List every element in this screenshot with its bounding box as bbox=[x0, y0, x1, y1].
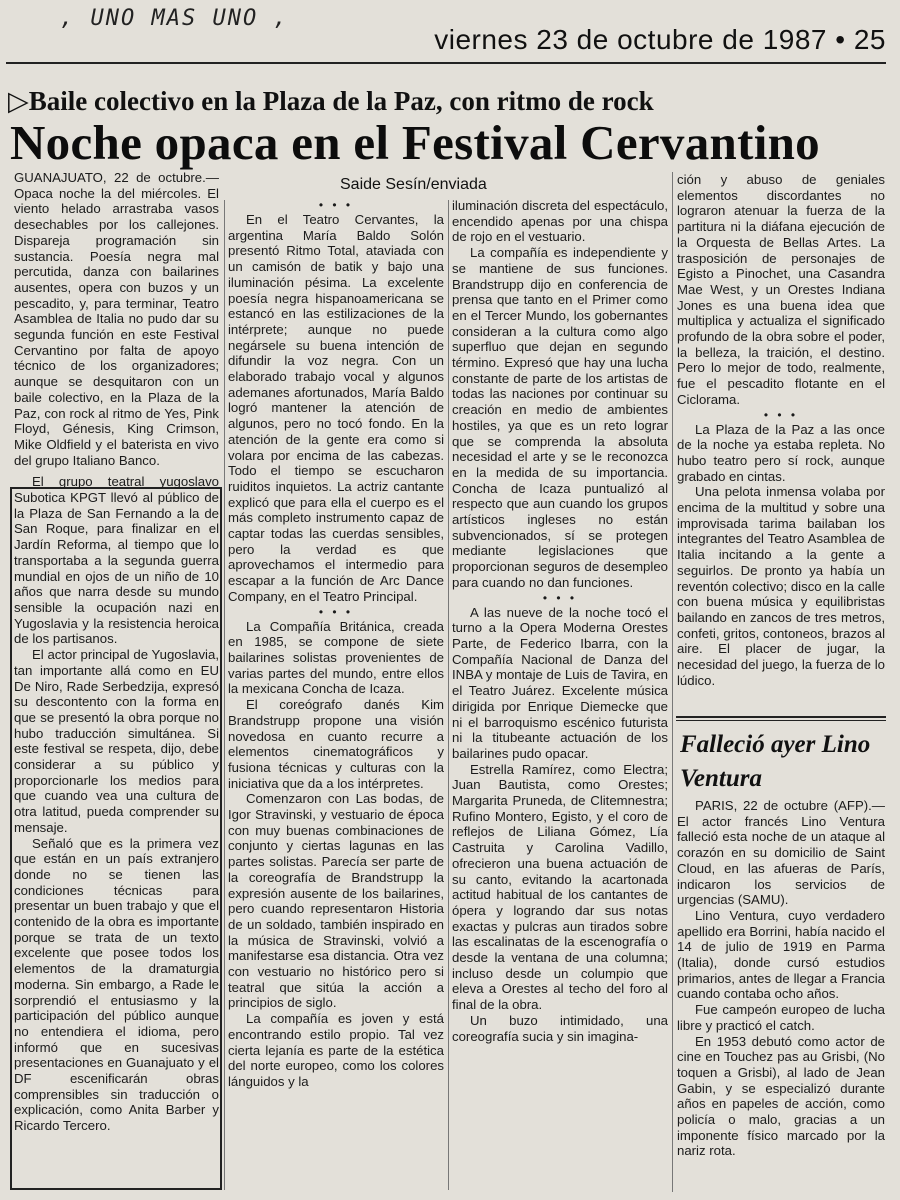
paragraph: El grupo teatral yugoslavo Subotica KPGT llevó al público de la Plaza de San Fernando a la de San Roque, para finalizar en el Jardín Reforma, al tiempo que lo transportaba a la segunda guerra mundial en ojos de un niño de 10 años que narra desde su mundo sensible la ocupación nazi en Yugoslavia y la resistencia heroica de los partisanos. bbox=[14, 474, 219, 647]
section-separator: • • • bbox=[542, 590, 578, 605]
obituary-headline: Falleció ayer Lino Ventura bbox=[680, 731, 871, 792]
paragraph: En el Teatro Cervantes, la argentina María Baldo Solón presentó Ritmo Total, ataviada con un camisón de batik y bajo una iluminación pésima. La excelente poesía negra hispanoamericana se estancó en las estilizaciones de la intérprete; aunque no puede negársele su buena intención de difundir la voz negra. Con un elaborado trabajo vocal y algunos ademanes afortunados, María Baldo logró mantener la atención de algunos, pero no tocó fondo. En la atención de la gente era como si volara por encima de las cabezas. Todo el tiempo se escucharon ruiditos inquietos. La actriz cantante explicó que para ella el cuerpo es el más completo instrumento capaz de captar todas las cuerdas sensibles, pero la verdad es que aprovechamos el intermedio para escapar a la función de Arc Dance Company, en el Teatro Principal. bbox=[228, 212, 444, 604]
article-column-1 bbox=[14, 170, 219, 1192]
article-kicker: ▷Baile colectivo en la Plaza de la Paz, con ritmo de rock bbox=[8, 86, 654, 116]
paragraph: Comenzaron con Las bodas, de Igor Stravinski, y vestuario de época con muy buenas combinaciones de conjunto y ciertas lagunas en las partes solistas. Parecía ser parte de la coreografía de Brandstrupp la expresión ausente de los bailarines, pero cuando representaron Historia de un soldado, también inspirado en la música de Stravinski, volvió a manifestarse esa distancia. Otra vez con vestuario no histórico pero si teatral que sitúa la acción a principios de siglo. bbox=[228, 791, 444, 1011]
handwritten-source-note: , UNO MAS UNO , bbox=[60, 6, 289, 31]
column-rule bbox=[224, 200, 225, 1190]
paragraph: La compañía es joven y está encontrando estilo propio. Tal vez cierta lejanía es parte de la estética del norte europeo, como los colores lánguidos y la bbox=[228, 1011, 444, 1089]
paragraph: Señaló que es la primera vez que están en un país extranjero donde no se tienen las condiciones técnicas para presentar un buen trabajo y que el contenido de la obra es importante porque se trata de un texto excelente que posee todos los elementos de la dramaturgia moderna. Sin embargo, a Rade le sorprendió el entusiasmo y la participación del público aunque no entendiera el idioma, pero informó que en sucesivas presentaciones en Guanajuato y el DF escenificarán obras comprensibles sin traducción o explicación, como Anita Barber y Ricardo Tercero. bbox=[14, 835, 219, 1134]
paragraph: iluminación discreta del espectáculo, encendido apenas por una chispa de rojo en el vestuario. bbox=[452, 198, 668, 245]
header-rule bbox=[6, 62, 886, 64]
article-column-3 bbox=[452, 198, 668, 1192]
paragraph: Estrella Ramírez, como Electra; Juan Bautista, como Orestes; Margarita Pruneda, de Clitemnestra; Rufino Montero, Egisto, y el coro de reflejos de Liliana Gómez, Lía Castruita y Carolina Vadillo, ofrecieron una buena actuación de su canto, evitando la acartonada actitud habitual de los cantantes de ópera y logrando dar sus notas exactas y pulcras aun tirados sobre las escalinatas de la escenografía o desde la ventana de una columna; incluso desde un columpio que eleva a Orestes al techo del foro al final de la obra. bbox=[452, 761, 668, 1013]
paragraph: La Compañía Británica, creada en 1985, se compone de siete bailarines solistas provenientes de varias partes del mundo, entre ellos la mexicana Concha de Icaza. bbox=[228, 618, 444, 697]
dateline: viernes 23 de octubre de 1987 • 25 bbox=[434, 24, 886, 55]
section-separator: • • • bbox=[763, 407, 799, 422]
paragraph: El actor principal de Yugoslavia, tan importante allá como en EU De Niro, Rade Serbedzija, expresó su descontento con la forma en que se presentó la obra porque no hubo traducción simultánea. Si este festival se respeta, dijo, debe considerar a su público y proporcionarle los medios para que cuando vea una cultura de otra latitud, pueda comprender su mensaje. bbox=[14, 647, 219, 835]
paragraph: La compañía es independiente y se mantiene de sus funciones. Brandstrupp dijo en conferencia de prensa que tanto en el Primer como en el Tercer Mundo, los gobernantes consideran a la cultura como algo superfluo que dejan en segundo término. Expresó que hay una lucha constante de parte de los artistas de todas las naciones por continuar su creación en medio de ambientes hostiles, ya que es un reto lograr que se comprenda la absoluta necesidad el arte y se le reconozca en la medida de su importancia. Concha de Icaza puntualizó al respecto que aun cuando los grupos artísticos ingleses no están subvencionados, sí se protegen mediante legislaciones que proporcionan seguros de desempleo para cuando no dan funciones. bbox=[452, 245, 668, 590]
paragraph: ción y abuso de geniales elementos discordantes no lograron atenuar la fuerza de la partitura ni la diáfana ejecución de la Orquesta de Bellas Artes. La trasposición de personajes de Egisto a Pinochet, una Casandra Mae West, y un Orestes Indiana Jones es una buena idea que multiplica y actualiza el significado profundo de la obra sobre el poder, la belleza, la traición, el destino. Pero lo mejor de todo, realmente, fue el pescadito flotante en el Ciclorama. bbox=[677, 172, 885, 407]
article-column-4 bbox=[677, 172, 885, 712]
paragraph: PARIS, 22 de octubre (AFP).— El actor francés Lino Ventura falleció esta noche de un ataque al corazón en su domicilio de Saint Cloud, en las afueras de París, indicaron los servicios de urgencias (SAMU). bbox=[677, 798, 885, 908]
paragraph: Un buzo intimidado, una coreografía sucia y sin imagina- bbox=[452, 1012, 668, 1044]
article-headline: Noche opaca en el Festival Cervantino bbox=[10, 115, 820, 170]
paragraph: El coreógrafo danés Kim Brandstrupp propone una visión novedosa en cuanto recurre a elementos cinematográficos y fusiona técnicas y culturas con la iniciativa que da a los intérpretes. bbox=[228, 697, 444, 791]
paragraph: Lino Ventura, cuyo verdadero apellido era Borrini, había nacido el 14 de julio de 1919 en Parma (Italia), donde cursó estudios primarios, antes de llegar a Francia cuando contaba ocho años. bbox=[677, 907, 885, 1002]
section-separator: • • • bbox=[318, 604, 354, 619]
article-byline: Saide Sesín/enviada bbox=[340, 176, 487, 193]
obituary-body bbox=[677, 798, 885, 1196]
paragraph: Una pelota inmensa volaba por encima de la multitud y sobre una improvisada tarima bailaban los integrantes del Teatro Asamblea de Italia incitando a la gente a seguirlos. De pronto ya había un reventón colectivo; disco en la calle con buena música y equilibristas bailando en zancos de tres metros, confeti, gritos, contoneos, brazos al aire. El placer de jugar, la necesidad del juego, la fuerza de lo lúdico. bbox=[677, 484, 885, 688]
column-rule bbox=[448, 200, 449, 1190]
paragraph: La Plaza de la Paz a las once de la noche ya estaba repleta. No hubo teatro pero sí rock, aunque grabado en cintas. bbox=[677, 421, 885, 484]
paragraph: En 1953 debutó como actor de cine en Touchez pas au Grisbi, (No toquen a Grisbi), al lado de Jean Gabin, y se especializó durante años en papeles de acción, como policía o malo, gracias a un imponente físico marcado por la nariz rota. bbox=[677, 1033, 885, 1159]
paragraph: Fue campeón europeo de lucha libre y practicó el catch. bbox=[677, 1002, 885, 1033]
column-rule bbox=[672, 172, 673, 1192]
paragraph: GUANAJUATO, 22 de octubre.— Opaca noche la del miércoles. El viento helado arrastraba vasos desechables por los callejones. Dispareja programación sin sustancia. Poesía negra mal percutida, danza con bailarines ausentes, opera con buzos y un pescadito, y, para terminar, Teatro Asamblea de Italia no pudo dar su segunda función en este Festival Cervantino por falta de apoyo técnico de los organizadores; aunque se desquitaron con un baile colectivo, en la Plaza de la Paz, con rock al ritmo de Yes, Pink Floyd, Génesis, King Crimson, Mike Oldfield y el baterista en vivo del grupo Italiano Banco. bbox=[14, 170, 219, 468]
section-separator: • • • bbox=[318, 198, 354, 212]
obituary-rule bbox=[676, 716, 886, 721]
article-column-2 bbox=[228, 198, 444, 1192]
paragraph: A las nueve de la noche tocó el turno a la Opera Moderna Orestes Parte, de Federico Ibarra, con la Compañía Nacional de Danza del INBA y montaje de Luis de Tavira, en el Teatro Juárez. Excelente música dirigida por Enrique Diemecke que ni el barroquismo escénico futurista ni la titubeante actuación de los bailarines pudo opacar. bbox=[452, 604, 668, 761]
